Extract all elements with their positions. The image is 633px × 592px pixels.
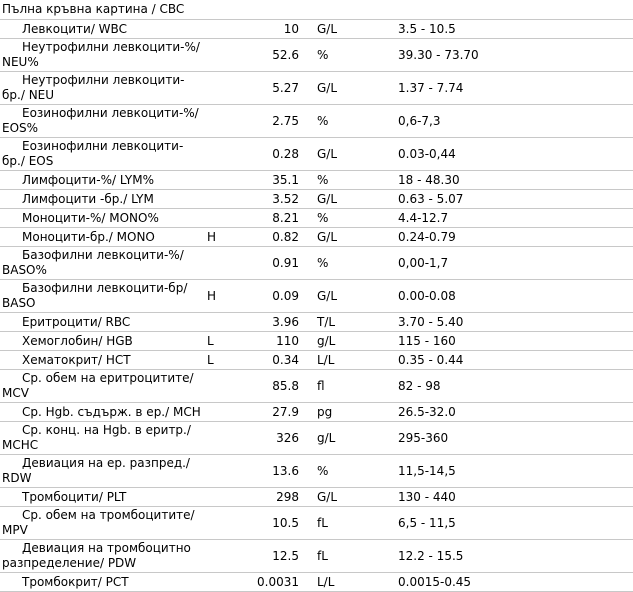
unit-label: G/L	[303, 138, 387, 171]
table-row	[0, 507, 633, 540]
table-row	[0, 351, 633, 370]
result-value: 27.9	[227, 403, 303, 422]
test-name: Девиация на ер. разпред./ RDW	[0, 455, 203, 488]
unit-label: L/L	[303, 573, 387, 592]
unit-label: G/L	[303, 488, 387, 507]
results-table	[0, 20, 633, 592]
unit-label: %	[303, 209, 387, 228]
unit-label: g/L	[303, 332, 387, 351]
result-value: 0.82	[227, 228, 303, 247]
result-value: 0.91	[227, 247, 303, 280]
test-name: Неутрофилни левкоцити-бр./ NEU	[0, 72, 203, 105]
table-row	[0, 72, 633, 105]
result-value: 12.5	[227, 540, 303, 573]
table-row	[0, 403, 633, 422]
unit-label: pg	[303, 403, 387, 422]
reference-range: 3.5 - 10.5	[387, 20, 633, 39]
table-row	[0, 20, 633, 39]
test-name: Девиация на тромбоцитно разпределение/ PDW	[0, 540, 203, 573]
result-value: 10	[227, 20, 303, 39]
report-title: Пълна кръвна картина / CBC	[0, 0, 633, 20]
reference-range: 295-360	[387, 422, 633, 455]
test-name: Еритроцити/ RBC	[0, 313, 203, 332]
reference-range: 0.35 - 0.44	[387, 351, 633, 370]
abnormal-flag	[203, 20, 227, 39]
reference-range: 0,00-1,7	[387, 247, 633, 280]
result-value: 0.34	[227, 351, 303, 370]
unit-label: L/L	[303, 351, 387, 370]
unit-label: %	[303, 247, 387, 280]
abnormal-flag: L	[203, 351, 227, 370]
result-value: 0.28	[227, 138, 303, 171]
reference-range: 115 - 160	[387, 332, 633, 351]
result-value: 85.8	[227, 370, 303, 403]
unit-label: G/L	[303, 72, 387, 105]
reference-range: 0.00-0.08	[387, 280, 633, 313]
result-value: 110	[227, 332, 303, 351]
test-name: Лимфоцити -бр./ LYM	[0, 190, 203, 209]
result-value: 5.27	[227, 72, 303, 105]
result-value: 13.6	[227, 455, 303, 488]
result-value: 35.1	[227, 171, 303, 190]
unit-label: T/L	[303, 313, 387, 332]
reference-range: 82 - 98	[387, 370, 633, 403]
result-value: 2.75	[227, 105, 303, 138]
abnormal-flag	[203, 507, 227, 540]
reference-range: 0.0015-0.45	[387, 573, 633, 592]
test-name: Базофилни левкоцити-%/ BASO%	[0, 247, 203, 280]
result-value: 0.09	[227, 280, 303, 313]
table-row	[0, 247, 633, 280]
result-value: 326	[227, 422, 303, 455]
abnormal-flag	[203, 72, 227, 105]
table-row	[0, 488, 633, 507]
abnormal-flag	[203, 403, 227, 422]
unit-label: G/L	[303, 190, 387, 209]
abnormal-flag	[203, 190, 227, 209]
reference-range: 1.37 - 7.74	[387, 72, 633, 105]
table-row	[0, 540, 633, 573]
abnormal-flag	[203, 171, 227, 190]
unit-label: G/L	[303, 20, 387, 39]
test-name: Тромбоцити/ PLT	[0, 488, 203, 507]
unit-label: G/L	[303, 280, 387, 313]
abnormal-flag	[203, 573, 227, 592]
abnormal-flag	[203, 138, 227, 171]
test-name: Хематокрит/ HCT	[0, 351, 203, 370]
abnormal-flag	[203, 540, 227, 573]
reference-range: 0,6-7,3	[387, 105, 633, 138]
abnormal-flag: H	[203, 228, 227, 247]
reference-range: 130 - 440	[387, 488, 633, 507]
unit-label: fL	[303, 507, 387, 540]
table-row	[0, 209, 633, 228]
unit-label: %	[303, 171, 387, 190]
reference-range: 0.63 - 5.07	[387, 190, 633, 209]
table-row	[0, 280, 633, 313]
unit-label: fl	[303, 370, 387, 403]
reference-range: 12.2 - 15.5	[387, 540, 633, 573]
abnormal-flag	[203, 455, 227, 488]
abnormal-flag	[203, 370, 227, 403]
test-name: Базофилни левкоцити-бр/ BASO	[0, 280, 203, 313]
table-row	[0, 332, 633, 351]
table-row	[0, 105, 633, 138]
table-row	[0, 39, 633, 72]
table-row	[0, 313, 633, 332]
result-value: 298	[227, 488, 303, 507]
abnormal-flag	[203, 488, 227, 507]
abnormal-flag: L	[203, 332, 227, 351]
reference-range: 11,5-14,5	[387, 455, 633, 488]
reference-range: 18 - 48.30	[387, 171, 633, 190]
unit-label: %	[303, 105, 387, 138]
table-row	[0, 228, 633, 247]
test-name: Ср. конц. на Hgb. в еритр./ MCHC	[0, 422, 203, 455]
result-value: 10.5	[227, 507, 303, 540]
reference-range: 3.70 - 5.40	[387, 313, 633, 332]
reference-range: 6,5 - 11,5	[387, 507, 633, 540]
abnormal-flag	[203, 247, 227, 280]
test-name: Еозинофилни левкоцити-%/ EOS%	[0, 105, 203, 138]
abnormal-flag	[203, 105, 227, 138]
reference-range: 39.30 - 73.70	[387, 39, 633, 72]
test-name: Тромбокрит/ PCT	[0, 573, 203, 592]
table-row	[0, 455, 633, 488]
unit-label: %	[303, 455, 387, 488]
unit-label: g/L	[303, 422, 387, 455]
test-name: Еозинофилни левкоцити-бр./ EOS	[0, 138, 203, 171]
unit-label: G/L	[303, 228, 387, 247]
abnormal-flag	[203, 422, 227, 455]
unit-label: fL	[303, 540, 387, 573]
reference-range: 0.03-0,44	[387, 138, 633, 171]
table-row	[0, 370, 633, 403]
test-name: Ср. обем на тромбоцитите/ MPV	[0, 507, 203, 540]
test-name: Лимфоцити-%/ LYM%	[0, 171, 203, 190]
test-name: Ср. Hgb. съдърж. в ер./ MCH	[0, 403, 203, 422]
test-name: Ср. обем на еритроцитите/ MCV	[0, 370, 203, 403]
table-row	[0, 171, 633, 190]
test-name: Неутрофилни левкоцити-%/ NEU%	[0, 39, 203, 72]
result-value: 8.21	[227, 209, 303, 228]
abnormal-flag: H	[203, 280, 227, 313]
result-value: 3.96	[227, 313, 303, 332]
abnormal-flag	[203, 209, 227, 228]
abnormal-flag	[203, 39, 227, 72]
table-row	[0, 138, 633, 171]
result-value: 52.6	[227, 39, 303, 72]
reference-range: 0.24-0.79	[387, 228, 633, 247]
reference-range: 4.4-12.7	[387, 209, 633, 228]
test-name: Моноцити-%/ MONO%	[0, 209, 203, 228]
unit-label: %	[303, 39, 387, 72]
test-name: Моноцити-бр./ MONO	[0, 228, 203, 247]
result-value: 3.52	[227, 190, 303, 209]
abnormal-flag	[203, 313, 227, 332]
result-value: 0.0031	[227, 573, 303, 592]
table-row	[0, 190, 633, 209]
reference-range: 26.5-32.0	[387, 403, 633, 422]
test-name: Левкоцити/ WBC	[0, 20, 203, 39]
table-row	[0, 422, 633, 455]
table-row	[0, 573, 633, 592]
test-name: Хемоглобин/ HGB	[0, 332, 203, 351]
